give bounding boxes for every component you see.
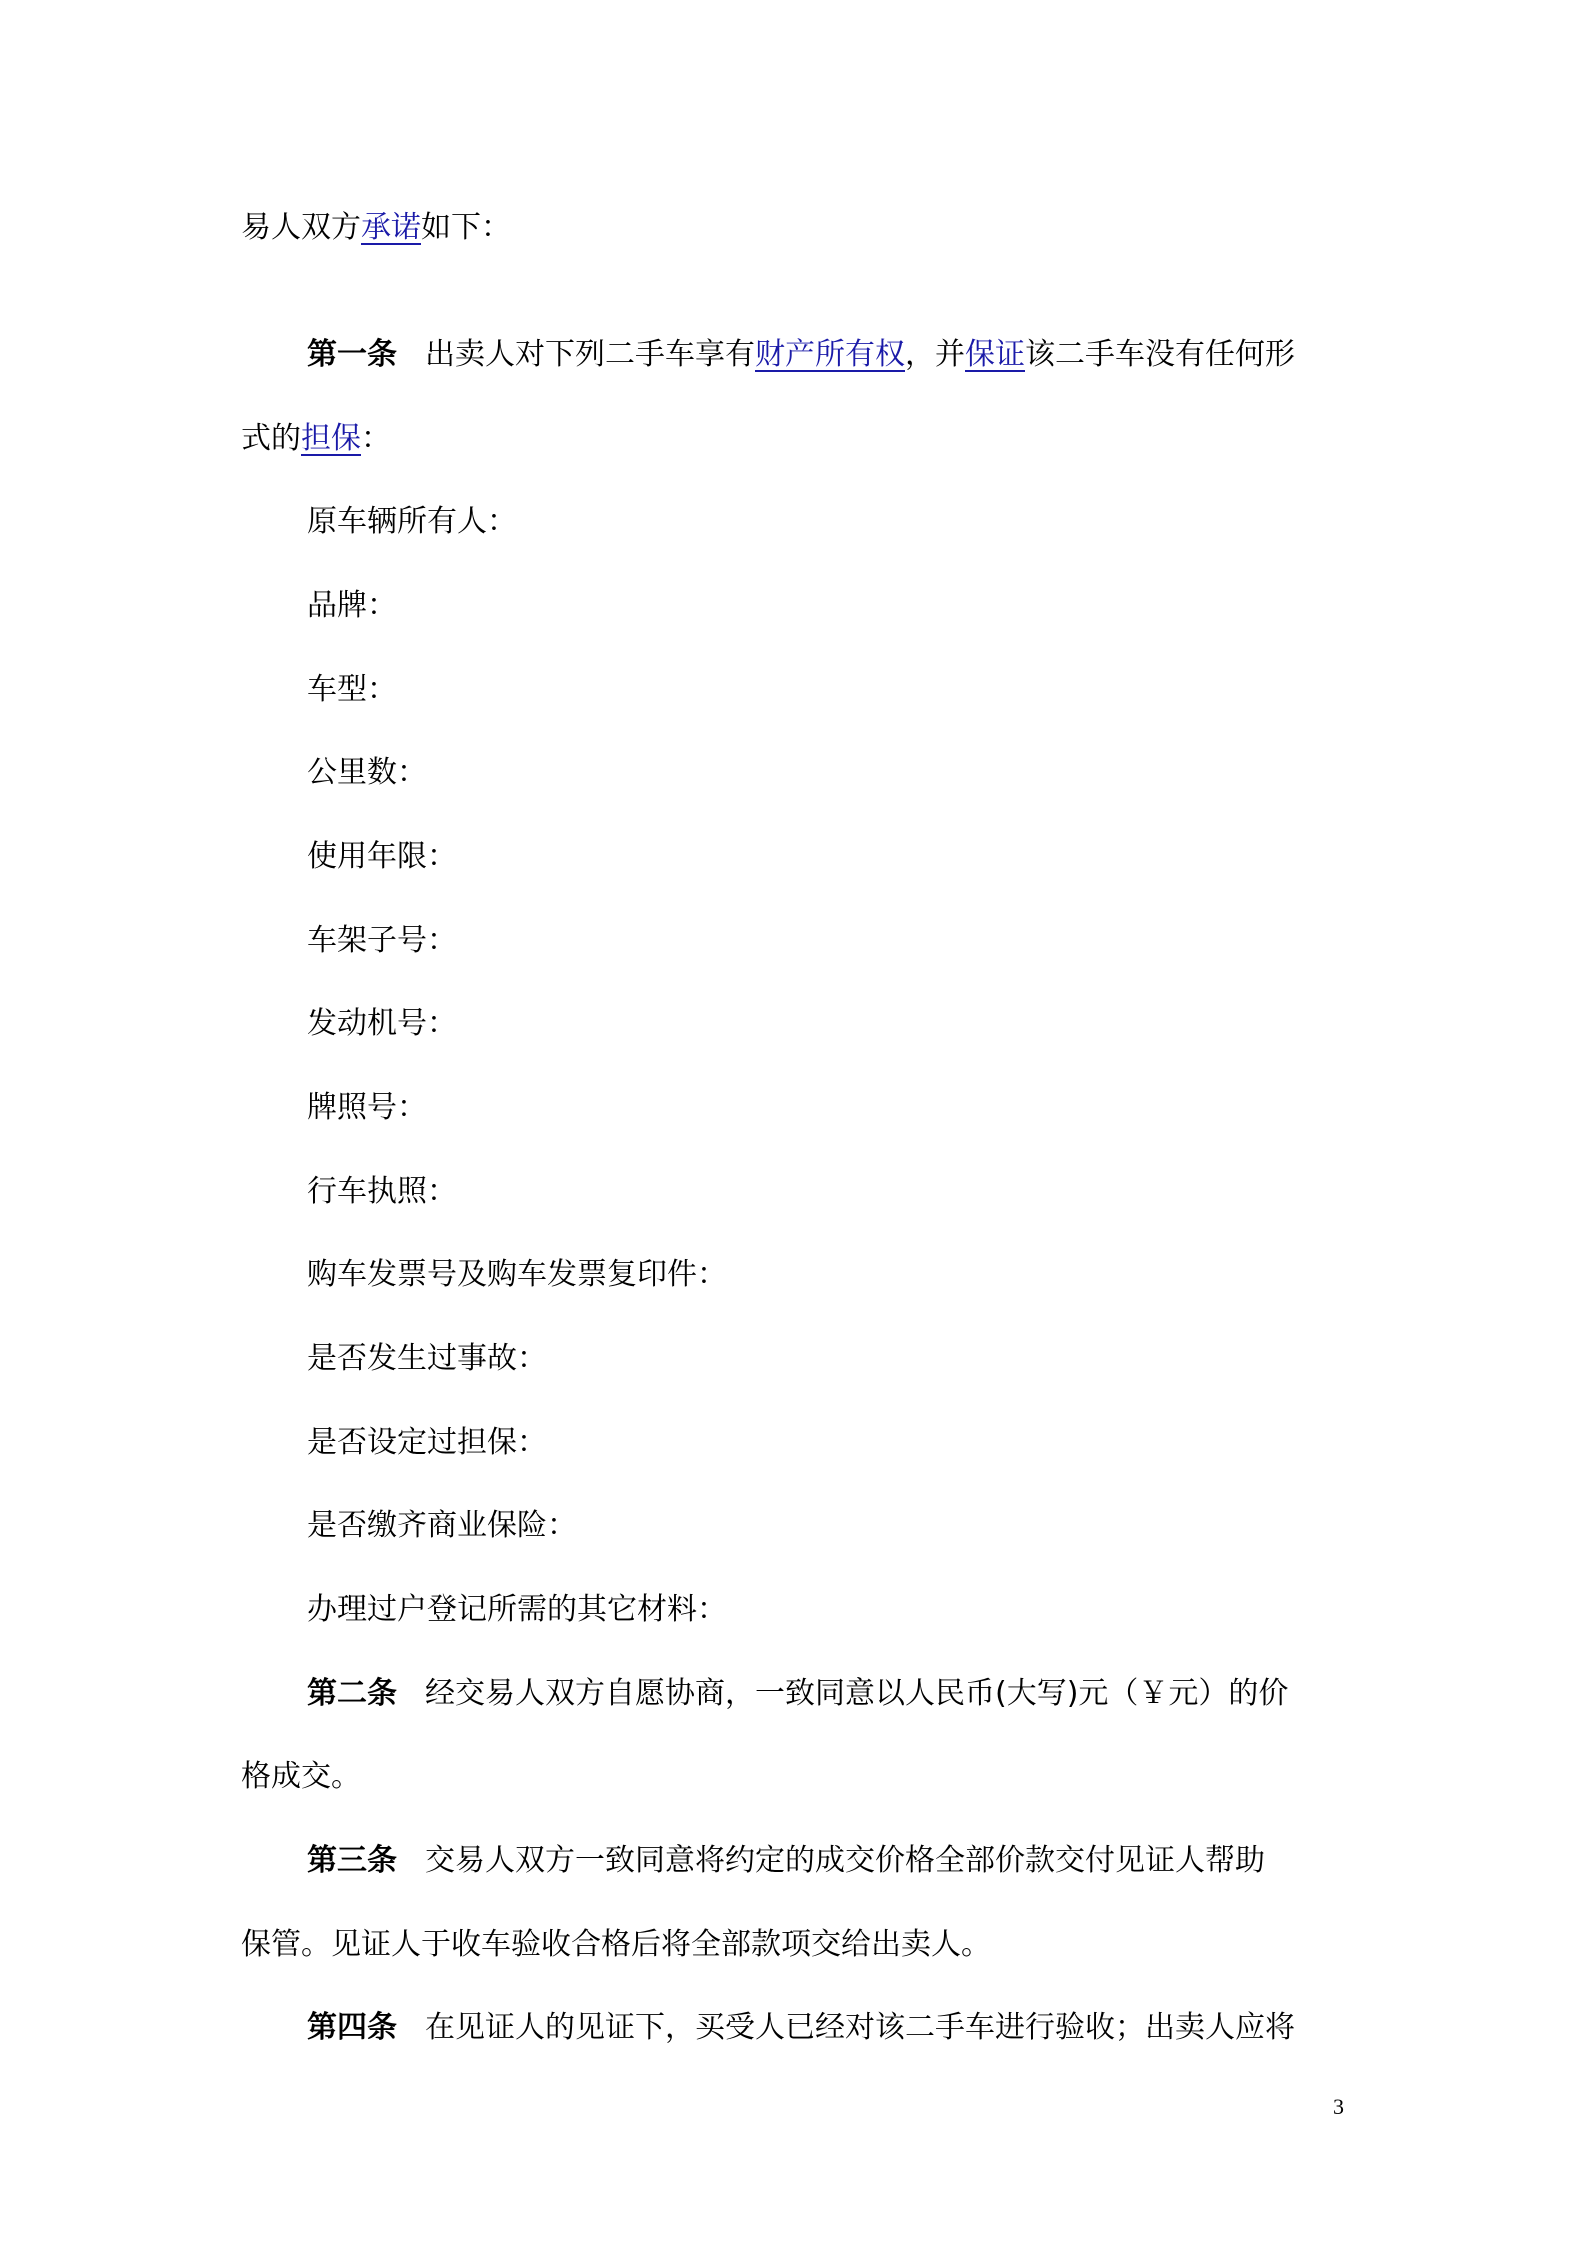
field-original-owner: 原车辆所有人： [307,504,517,539]
field-security-set: 是否设定过担保： [307,1425,547,1460]
article-1-text-4: 式的 [241,421,301,456]
article-1-text-3: 该二手车没有任何形 [1025,337,1295,372]
paragraph-intro [241,208,511,248]
field-years-used: 使用年限： [307,839,457,874]
article-3-line-1 [307,1841,1265,1881]
field-model: 车型： [307,672,397,707]
field-plate-number: 牌照号： [307,1090,427,1125]
intro-text-post: 如下： [421,210,511,245]
article-4-text-1: 在见证人的见证下，买受人已经对该二手车进行验收；出卖人应将 [425,2010,1295,2045]
article-1-text-1: 出卖人对下列二手车享有 [425,337,755,372]
link-guarantee[interactable]: 保证 [965,337,1025,372]
article-3-label: 第三条 [307,1843,397,1878]
article-2-line-2: 格成交。 [241,1759,361,1794]
page-number: 3 [1333,2094,1344,2119]
field-purchase-invoice: 购车发票号及购车发票复印件： [307,1257,727,1292]
article-2-line-1 [307,1674,1288,1714]
intro-text-pre: 易人双方 [241,210,361,245]
article-4-label: 第四条 [307,2010,397,2045]
field-frame-number: 车架子号： [307,923,457,958]
article-3-line-2: 保管。见证人于收车验收合格后将全部款项交给出卖人。 [241,1927,991,1962]
article-1-text-5: ： [361,421,391,456]
article-4-line-1 [307,2008,1295,2048]
field-driving-license: 行车执照： [307,1174,457,1209]
field-accident-history: 是否发生过事故： [307,1341,547,1376]
article-1-line-1 [307,335,1295,375]
field-commercial-insurance: 是否缴齐商业保险： [307,1508,577,1543]
link-property-ownership[interactable]: 财产所有权 [755,337,905,372]
field-brand: 品牌： [307,588,397,623]
article-3-text-1: 交易人双方一致同意将约定的成交价格全部价款交付见证人帮助 [425,1843,1265,1878]
article-2-text-1: 经交易人双方自愿协商，一致同意以人民币(大写)元（￥元）的价 [425,1676,1289,1711]
article-1-text-2: ，并 [905,337,965,372]
field-mileage: 公里数： [307,755,427,790]
link-chengnuo[interactable]: 承诺 [361,210,421,245]
link-security[interactable]: 担保 [301,421,361,456]
field-other-materials: 办理过户登记所需的其它材料： [307,1592,727,1627]
article-1-line-2 [241,419,391,459]
article-1-label: 第一条 [307,337,397,372]
article-2-label: 第二条 [307,1676,397,1711]
field-engine-number: 发动机号： [307,1006,457,1041]
